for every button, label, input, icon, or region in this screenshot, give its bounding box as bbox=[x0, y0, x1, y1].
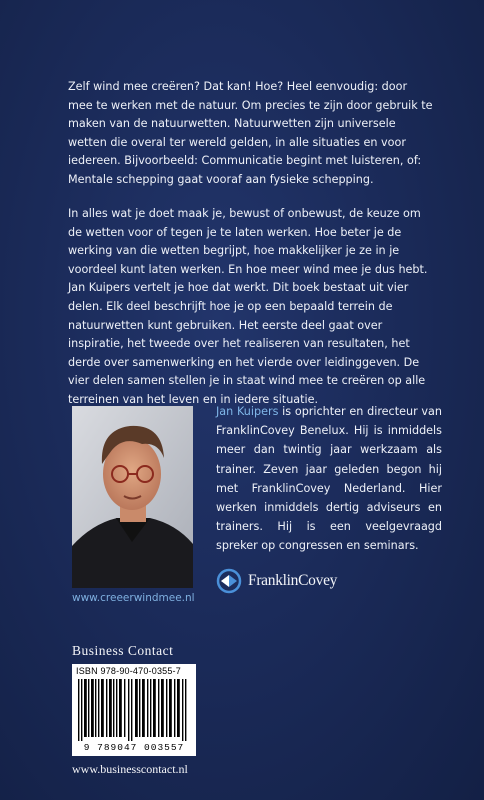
blurb-paragraph-2: In alles wat je doet maak je, bewust of onbewust, de keuze om de wetten voor of tegen je te laten werken. Hoe beter je de werking van die wetten begrijpt, hoe makkelijker je ze in je voordeel kunt laten werken. En hoe meer wind mee je dus hebt. Jan Kuipers vertelt je hoe dat werkt. Dit boek bestaat uit vier delen. Elk deel beschrijft hoe je op een bepaald terrein de natuurwetten kunt gebruiken. Het eerste deel gaat over inspiratie, het tweede over het realiseren van resultaten, het derde over samenwerking en het vierde over leidinggeven. De vier delen samen stellen je in staat wind mee te creëren op alle terreinen van het leven en in iedere situatie. bbox=[68, 207, 428, 406]
blurb-paragraph-1: Zelf wind mee creëren? Dat kan! Hoe? Heel eenvoudig: door mee te werken met de natuur. Om precies te zijn door gebruik te maken van de natuurwetten. Natuurwetten zijn universele wetten die overal ter wereld gelden, in alle situaties en voor iedereen. Bijvoorbeeld: Communicatie begint met luisteren, of: Mentale schepping gaat vooraf aan fysieke schepping. bbox=[68, 80, 433, 186]
author-name: Jan Kuipers bbox=[216, 405, 279, 418]
franklincovey-logo bbox=[216, 568, 337, 594]
author-bio bbox=[216, 402, 442, 556]
franklincovey-logo-text: FranklinCovey bbox=[248, 572, 338, 589]
isbn-label: ISBN 978-90-470-0355-7 bbox=[76, 666, 181, 676]
publisher-name: Business Contact bbox=[72, 643, 174, 658]
barcode-digits: 9 789047 003557 bbox=[83, 742, 185, 753]
barcode bbox=[72, 664, 196, 756]
website-url: www.creeerwindmee.nl bbox=[72, 592, 195, 604]
author-bio-text: is oprichter en directeur van FranklinCovey Benelux. Hij is inmiddels meer dan twintig jaar werkzaam als trainer. Zeven jaar geleden begon hij met FranklinCovey Nederland. Hier werken inmiddels dertig adviseurs en trainers. Hij is een veelgevraagd spreker op congressen en seminars. bbox=[216, 405, 442, 553]
barcode-bars bbox=[76, 679, 192, 741]
author-photo bbox=[72, 406, 193, 588]
franklincovey-logo-icon bbox=[216, 568, 242, 594]
publisher-url: www.businesscontact.nl bbox=[72, 762, 188, 776]
